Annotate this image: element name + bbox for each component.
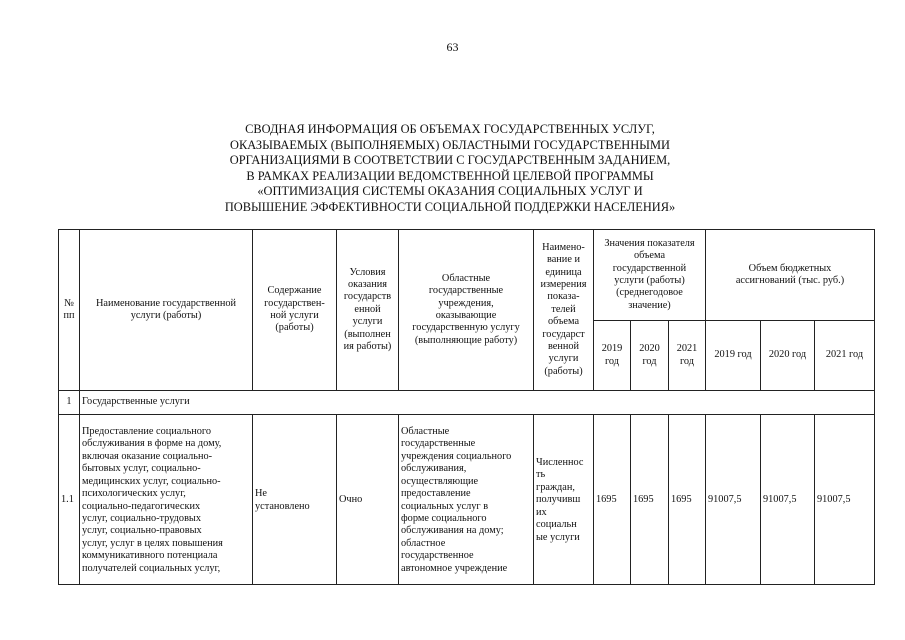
- header-value-2020: 2020 год: [631, 321, 669, 391]
- title-line: «ОПТИМИЗАЦИЯ СИСТЕМЫ ОКАЗАНИЯ СОЦИАЛЬНЫХ УСЛУГ И: [257, 184, 643, 198]
- row-service-name: Предоставление социального обслуживания в форме на дому, включая оказание социально- бытовых услуг, социально- медицинских услуг, социально- психологических услуг, социально-педагогических услуг, социально-трудовых услуг, социально-правовых услуг, услуг в целях повышения коммуникативного потенциала получателей социальных услуг,: [80, 415, 253, 585]
- header-values-group: Значения показателя объема государственной услуги (работы) (среднегодовое значение): [594, 230, 706, 321]
- row-budget-2020: 91007,5: [761, 415, 815, 585]
- row-num: 1.1: [59, 415, 80, 585]
- title-line: ПОВЫШЕНИЕ ЭФФЕКТИВНОСТИ СОЦИАЛЬНОЙ ПОДДЕРЖКИ НАСЕЛЕНИЯ»: [224, 199, 676, 214]
- row-value-2020: 1695: [631, 415, 669, 585]
- row-indicator: Численнос ть граждан, получивш их социальн ые услуги: [534, 415, 594, 585]
- header-institutions: Областные государственные учреждения, оказывающие государственную услугу (выполняющие работу): [399, 230, 534, 391]
- header-indicator: Наимено- вание и единица измерения показа- телей объема государст венной услуги (работы): [534, 230, 594, 391]
- title-line: В РАМКАХ РЕАЛИЗАЦИИ ВЕДОМСТВЕННОЙ ЦЕЛЕВОЙ ПРОГРАММЫ: [246, 168, 654, 183]
- section-num: 1: [59, 391, 80, 415]
- services-table: [58, 229, 875, 585]
- header-service-name: Наименование государственной услуги (работы): [80, 230, 253, 391]
- header-num: № пп: [59, 230, 80, 391]
- page-number: 63: [446, 40, 459, 54]
- header-value-2021: 2021 год: [669, 321, 706, 391]
- row-value-2019: 1695: [594, 415, 631, 585]
- row-budget-2021: 91007,5: [815, 415, 875, 585]
- header-value-2019: 2019 год: [594, 321, 631, 391]
- header-budget-group: Объем бюджетных ассигнований (тыс. руб.): [706, 230, 875, 321]
- row-institutions: Областные государственные учреждения социального обслуживания, осуществляющие предоставление социальных услуг в форме социального обслуживания на дому; областное государственное автономное учреждение: [399, 415, 534, 585]
- row-conditions: Очно: [337, 415, 399, 585]
- header-budget-2021: 2021 год: [815, 321, 875, 391]
- header-budget-2020: 2020 год: [761, 321, 815, 391]
- table-row: [59, 415, 875, 585]
- header-conditions: Условия оказания государств енной услуги (выполнен ия работы): [337, 230, 399, 391]
- row-content: Не установлено: [253, 415, 337, 585]
- document-title: [150, 122, 750, 215]
- row-value-2021: 1695: [669, 415, 706, 585]
- section-title: Государственные услуги: [80, 391, 875, 415]
- title-line: ОРГАНИЗАЦИЯМИ В СООТВЕТСТВИИ С ГОСУДАРСТВЕННЫМ ЗАДАНИЕМ,: [229, 153, 671, 167]
- title-line: ОКАЗЫВАЕМЫХ (ВЫПОЛНЯЕМЫХ) ОБЛАСТНЫМИ ГОСУДАРСТВЕННЫМИ: [230, 137, 670, 152]
- header-budget-2019: 2019 год: [706, 321, 761, 391]
- table-row-section: [59, 391, 875, 415]
- row-budget-2019: 91007,5: [706, 415, 761, 585]
- title-line: СВОДНАЯ ИНФОРМАЦИЯ ОБ ОБЪЕМАХ ГОСУДАРСТВЕННЫХ УСЛУГ,: [245, 122, 655, 136]
- header-content: Содержание государствен- ной услуги (работы): [253, 230, 337, 391]
